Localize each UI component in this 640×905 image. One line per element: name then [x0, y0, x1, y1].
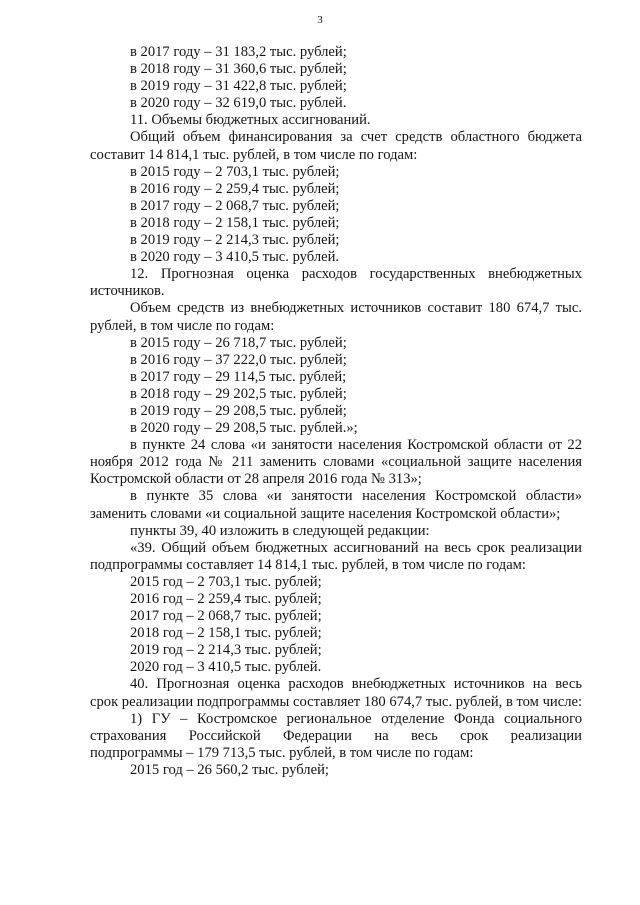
text-line: 2015 год – 26 560,2 тыс. рублей; — [130, 761, 329, 778]
page-number: 3 — [317, 14, 323, 26]
text-line: в 2020 году – 32 619,0 тыс. рублей. — [130, 95, 347, 112]
text-line: в 2019 году – 31 422,8 тыс. рублей; — [130, 78, 347, 95]
text-line: в 2015 году – 2 703,1 тыс. рублей; — [130, 163, 340, 180]
text-line: 2016 год – 2 259,4 тыс. рублей; — [130, 591, 322, 607]
text-line: 2020 год – 3 410,5 тыс. рублей. — [130, 659, 322, 676]
text-line: в 2017 году – 2 068,7 тыс. рублей; — [130, 197, 340, 214]
paragraph: 12. Прогнозная оценка расходов государственных внебюджетных источников. — [90, 266, 582, 300]
paragraph: в пункте 35 слова «и занятости населения Костромской области» заменить словами «и социальной защите населения Костромской области»; — [90, 488, 582, 522]
text-line: подпрограммы – 179 713,5 тыс. рублей, в том числе по годам: — [90, 744, 474, 761]
text-line: в 2018 году – 2 158,1 тыс. рублей; — [130, 214, 340, 231]
paragraph: Объем средств из внебюджетных источников составит 180 674,7 тыс. рублей, в том числе по годам: — [90, 300, 582, 334]
text-line: в 2016 году – 37 222,0 тыс. рублей; — [130, 351, 347, 368]
text-line: в 2019 году – 2 214,3 тыс. рублей; — [130, 232, 340, 249]
text-line: 2019 год – 2 214,3 тыс. рублей; — [130, 642, 322, 659]
text-line: в 2015 году – 26 718,7 тыс. рублей; — [130, 334, 347, 351]
document-body — [90, 44, 582, 779]
text-line: пункты 39, 40 изложить в следующей редакции: — [130, 522, 430, 539]
text-line: 1) ГУ – Костромское региональное отделение Фонда социального — [130, 710, 582, 727]
text-line: в 2018 году – 31 360,6 тыс. рублей; — [130, 61, 347, 78]
text-line: в 2019 году – 29 208,5 тыс. рублей; — [130, 402, 347, 419]
text-line: 2017 год – 2 068,7 тыс. рублей; — [130, 608, 322, 625]
paragraph: в пункте 24 слова «и занятости населения Костромской области от 22 ноября 2012 года № 211 заменить словами «социальной защите населения Костромской области от 28 апреля 2016 года № 313»; — [90, 437, 582, 488]
text-line: в 2020 году – 29 208,5 тыс. рублей.»; — [130, 420, 358, 437]
paragraph: Общий объем финансирования за счет средств областного бюджета составит 14 814,1 тыс. рублей, в том числе по годам: — [90, 129, 582, 163]
text-line: 2018 год – 2 158,1 тыс. рублей; — [130, 625, 322, 642]
text-line: в 2018 году – 29 202,5 тыс. рублей; — [130, 385, 347, 402]
text-line: 2015 год – 2 703,1 тыс. рублей; — [130, 573, 322, 590]
text-line: в 2017 году – 31 183,2 тыс. рублей; — [130, 44, 347, 60]
text-line: в 2020 году – 3 410,5 тыс. рублей. — [130, 249, 340, 266]
text-line: страхования Российской Федерации на весь срок реализации — [90, 727, 582, 744]
text-line: 11. Объемы бюджетных ассигнований. — [130, 112, 371, 129]
text-line: в 2017 году – 29 114,5 тыс. рублей; — [130, 368, 347, 385]
text-line: в 2016 году – 2 259,4 тыс. рублей; — [130, 180, 340, 197]
paragraph: 40. Прогнозная оценка расходов внебюджетных источников на весь срок реализации подпрограммы составляет 180 674,7 тыс. рублей, в том числе: — [90, 676, 583, 710]
paragraph: «39. Общий объем бюджетных ассигнований на весь срок реализации подпрограммы составляет 14 814,1 тыс. рублей, в том числе по годам: — [90, 539, 582, 573]
